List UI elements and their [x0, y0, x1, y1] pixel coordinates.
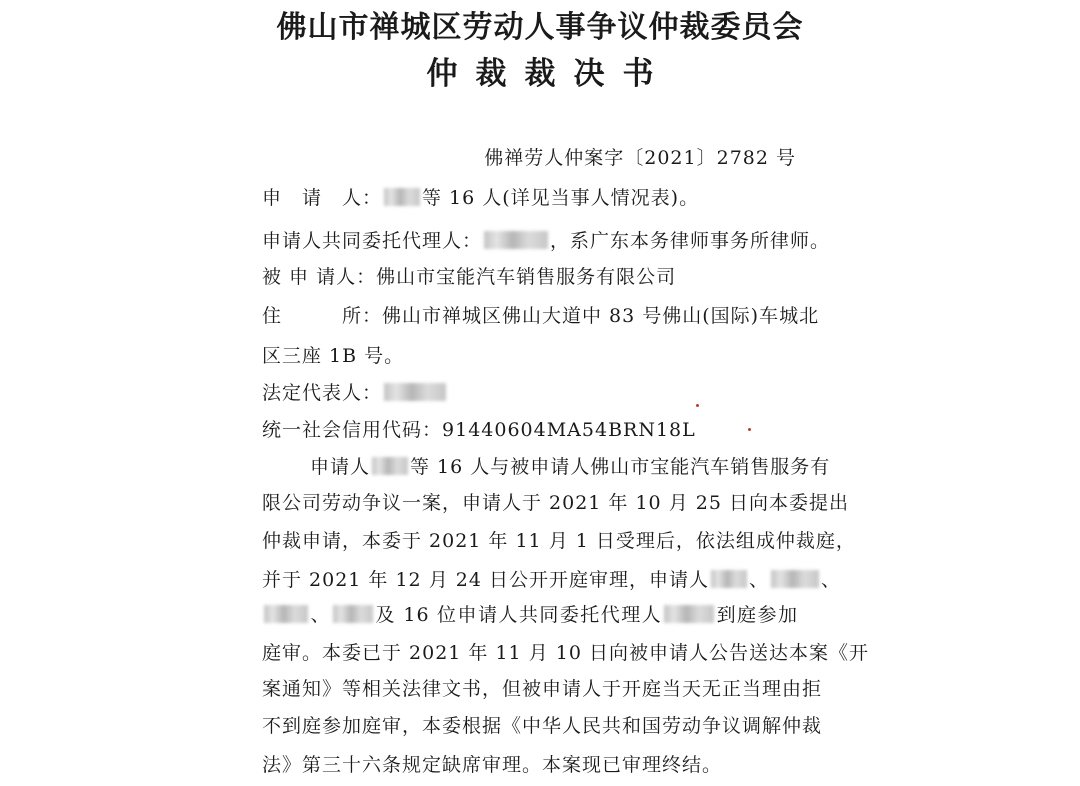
committee-title: 佛山市禅城区劳动人事争议仲裁委员会 — [276, 10, 804, 45]
redacted-name — [372, 457, 408, 475]
body-text: 等 16 人与被申请人佛山市宝能汽车销售服务有 — [410, 456, 831, 478]
agent-label: 申请人共同委托代理人： — [262, 230, 483, 252]
redacted-name — [664, 605, 714, 623]
credit-code-label: 统一社会信用代码： — [262, 419, 443, 441]
redacted-name — [333, 605, 373, 623]
document-type-title: 仲裁裁决书 — [426, 56, 672, 92]
body-line-1 — [310, 452, 831, 479]
body-line-4 — [262, 565, 841, 592]
body-line-8: 不到庭参加庭审，本委根据《中华人民共和国劳动争议调解仲裁 — [262, 715, 823, 737]
legal-rep-label: 法定代表人： — [262, 382, 383, 404]
body-line-9: 法》第三十六条规定缺席审理。本案现已审理终结。 — [262, 754, 723, 776]
ink-speck — [748, 428, 751, 431]
address-text: 佛山市禅城区佛山大道中 83 号佛山(国际)车城北 — [382, 305, 820, 327]
respondent-label: 被 申 请人： — [262, 266, 377, 288]
agent-text: ，系广东本务律师事务所律师。 — [550, 230, 831, 252]
redacted-name — [771, 570, 819, 588]
respondent-name: 佛山市宝能汽车销售服务有限公司 — [376, 266, 677, 288]
address-label: 住 所： — [262, 305, 383, 327]
body-line-6: 庭审。本委已于 2021 年 11 月 10 日向被申请人公告送达本案《开 — [262, 642, 869, 664]
body-line-3: 仲裁申请，本委于 2021 年 11 月 1 日受理后，依法组成仲裁庭， — [262, 530, 856, 552]
applicant-text: 等 16 人(详见当事人情况表)。 — [422, 187, 700, 209]
body-text: 及 16 位申请人共同委托代理人 — [374, 604, 663, 626]
body-line-5 — [262, 600, 798, 627]
body-line-7: 案通知》等相关法律文书，但被申请人于开庭当天无正当理由拒 — [262, 678, 823, 700]
body-text: 、 — [820, 569, 841, 591]
redacted-name — [384, 383, 446, 401]
credit-code: 91440604MA54BRN18L — [442, 419, 696, 441]
body-line-2: 限公司劳动争议一案，申请人于 2021 年 10 月 25 日向本委提出 — [262, 492, 849, 514]
legal-rep-line — [262, 378, 448, 405]
applicant-label: 申 请 人： — [262, 187, 383, 209]
redacted-name — [484, 231, 548, 249]
address-line-2: 区三座 1B 号。 — [262, 345, 405, 367]
redacted-name — [711, 570, 747, 588]
address-line — [262, 301, 819, 328]
applicant-line — [262, 183, 699, 210]
body-text: 到庭参加 — [716, 604, 798, 626]
redacted-name — [384, 188, 420, 206]
ink-speck — [696, 404, 699, 407]
credit-code-line — [262, 415, 696, 442]
agent-line — [262, 226, 830, 253]
body-text: 、 — [748, 569, 769, 591]
body-text: 、 — [310, 604, 331, 626]
body-text: 并于 2021 年 12 月 24 日公开开庭审理，申请人 — [262, 569, 709, 591]
respondent-line — [262, 262, 676, 289]
body-text: 申请人 — [310, 456, 371, 478]
case-number: 佛禅劳人仲案字〔2021〕2782 号 — [484, 147, 796, 169]
redacted-name — [264, 605, 308, 623]
